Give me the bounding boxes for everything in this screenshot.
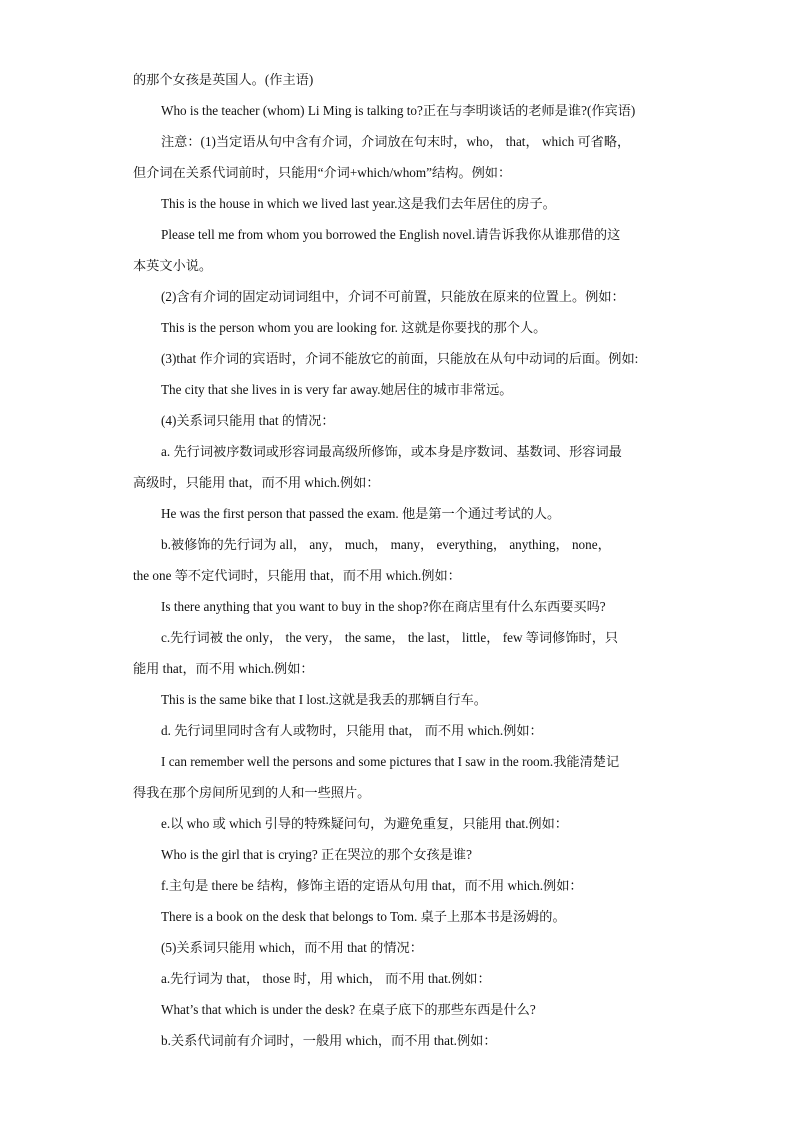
text-line: c.先行词被 the only， the very， the same， the last， little， few 等词修饰时，只 (161, 630, 619, 645)
text-line: a.先行词为 that， those 时，用 which， 而不用 that.例如： (161, 971, 491, 986)
text-line: the one 等不定代词时，只能用 that，而不用 which.例如： (133, 568, 461, 583)
text-line: The city that she lives in is very far away.她居住的城市非常远。 (161, 382, 513, 397)
text-line: Who is the girl that is crying? 正在哭泣的那个女孩是谁? (161, 847, 472, 862)
text-line: Please tell me from whom you borrowed the English novel.请告诉我你从谁那借的这 (161, 227, 621, 242)
text-line: 注意：(1)当定语从句中含有介词，介词放在句末时，who， that， which 可省略， (161, 134, 631, 149)
text-line: Who is the teacher (whom) Li Ming is talking to?正在与李明谈话的老师是谁?(作宾语) (161, 103, 636, 118)
text-line: d. 先行词里同时含有人或物时，只能用 that， 而不用 which.例如： (161, 723, 543, 738)
text-line: What’s that which is under the desk? 在桌子底下的那些东西是什么? (161, 1002, 536, 1017)
text-line: (3)that 作介词的宾语时，介词不能放它的前面，只能放在从句中动词的后面。例如: (161, 351, 639, 366)
text-line: 的那个女孩是英国人。(作主语) (133, 72, 314, 87)
text-line: (2)含有介词的固定动词词组中，介词不可前置，只能放在原来的位置上。例如： (161, 289, 625, 304)
text-line: (5)关系词只能用 which，而不用 that 的情况： (161, 940, 423, 955)
text-line: 能用 that，而不用 which.例如： (133, 661, 314, 676)
text-line: This is the house in which we lived last year.这是我们去年居住的房子。 (161, 196, 556, 211)
text-line: This is the person whom you are looking for. 这就是你要找的那个人。 (161, 320, 547, 335)
text-line: b.被修饰的先行词为 all， any， much， many， everything， anything， none， (161, 537, 611, 552)
text-line: 但介词在关系代词前时，只能用“介词+which/whom”结构。例如： (133, 165, 512, 180)
text-line: Is there anything that you want to buy in the shop?你在商店里有什么东西要买吗? (161, 599, 606, 614)
text-line: e.以 who 或 which 引导的特殊疑问句，为避免重复，只能用 that.例如： (161, 816, 568, 831)
text-line: This is the same bike that I lost.这就是我丢的那辆自行车。 (161, 692, 487, 707)
text-line: He was the first person that passed the exam. 他是第一个通过考试的人。 (161, 506, 561, 521)
document-body (133, 64, 663, 1056)
text-line: I can remember well the persons and some pictures that I saw in the room.我能清楚记 (161, 754, 620, 769)
text-line: b.关系代词前有介词时，一般用 which，而不用 that.例如： (161, 1033, 497, 1048)
text-line: (4)关系词只能用 that 的情况： (161, 413, 335, 428)
text-line: 得我在那个房间所见到的人和一些照片。 (133, 785, 371, 800)
text-line: 高级时，只能用 that，而不用 which.例如： (133, 475, 380, 490)
text-line: There is a book on the desk that belongs to Tom. 桌子上那本书是汤姆的。 (161, 909, 566, 924)
text-line: 本英文小说。 (133, 258, 213, 273)
text-line: f.主句是 there be 结构，修饰主语的定语从句用 that，而不用 which.例如： (161, 878, 583, 893)
text-line: a. 先行词被序数词或形容词最高级所修饰，或本身是序数词、基数词、形容词最 (161, 444, 622, 459)
